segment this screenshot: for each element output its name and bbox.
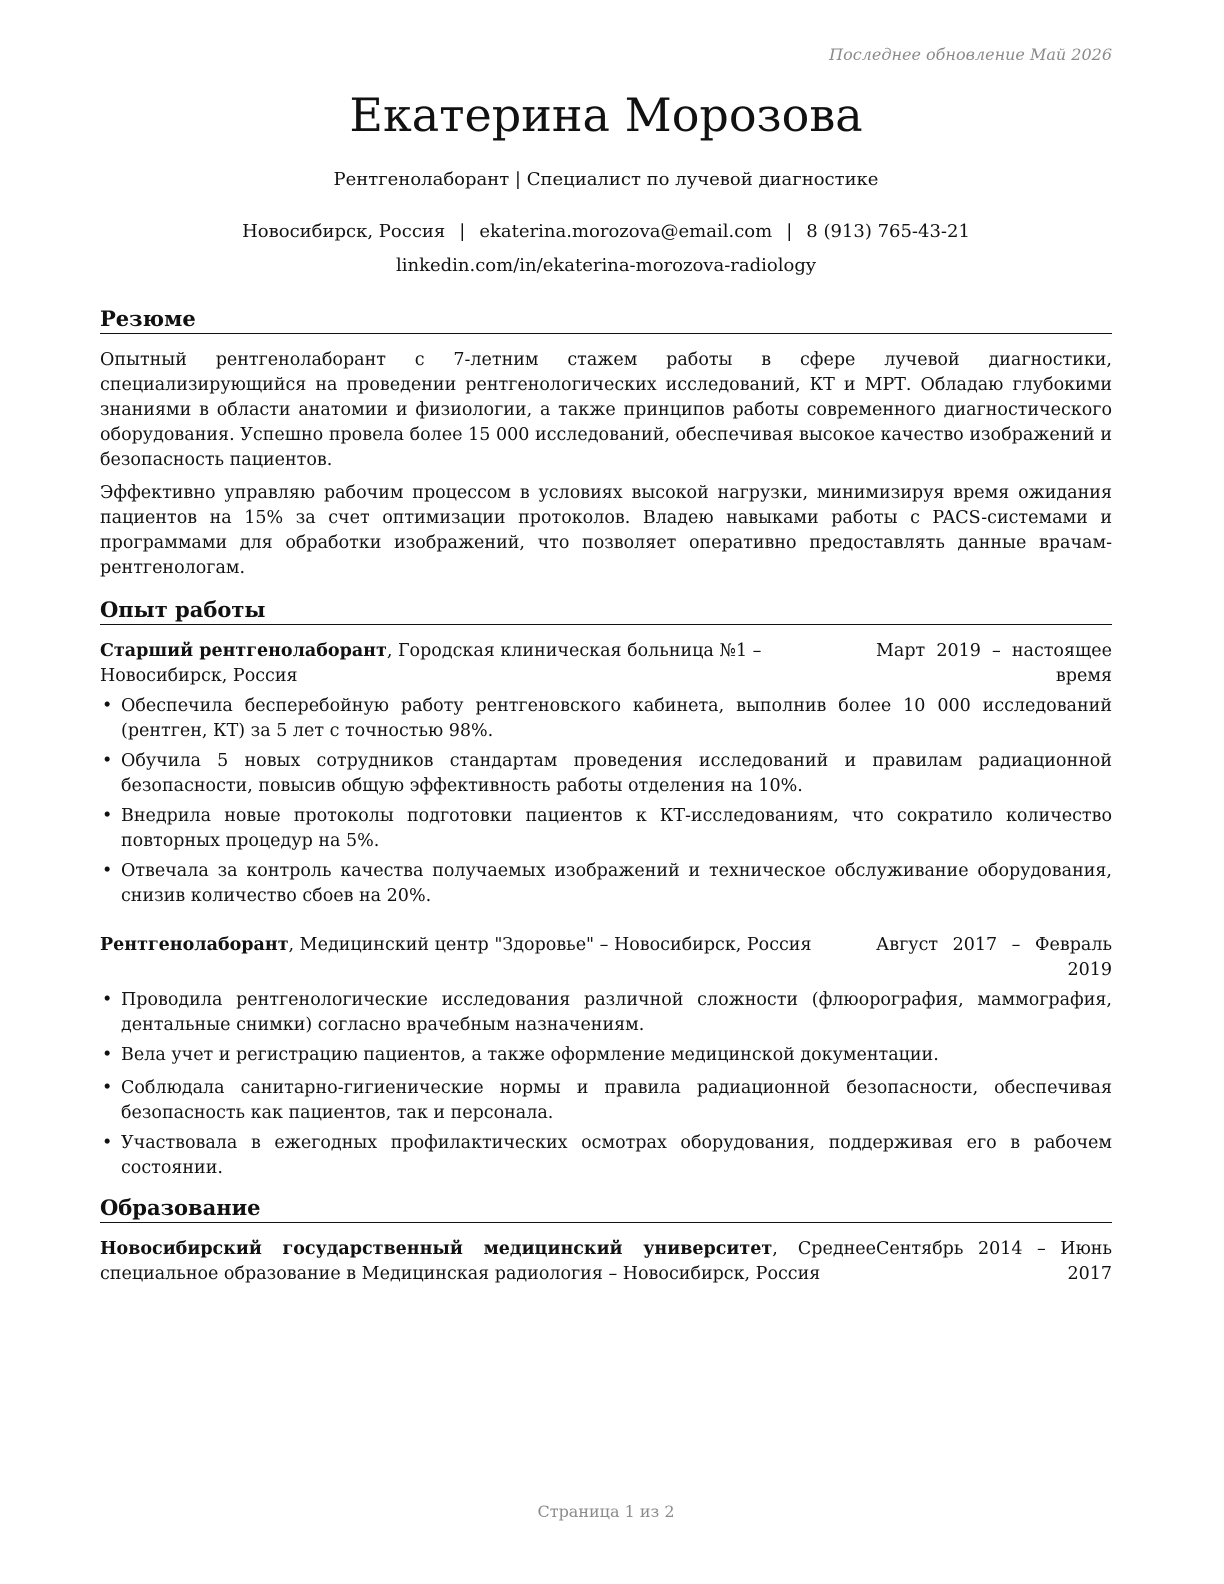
list-item: • Отвечала за контроль качества получаемых изображений и техническое обслуживание оборудования, снизив количество сбоев на 20%.: [100, 859, 1112, 909]
job-header: [100, 639, 1112, 689]
contact-separator: |: [459, 221, 466, 242]
contact-line: [100, 221, 1112, 242]
candidate-name: Екатерина Морозова: [349, 88, 863, 142]
list-item: • Обеспечила бесперебойную работу рентгеновского кабинета, выполнив более 10 000 исследований (рентген, КТ) за 5 лет с точностью 98%.: [100, 694, 1112, 744]
section-title-summary: Резюме: [100, 306, 1112, 334]
job-dates: Март 2019 – настоящее время: [876, 641, 1112, 686]
education-details: , Среднее специальное образование в Медицинская радиология – Новосибирск, Россия: [100, 1239, 876, 1284]
job-position: Старший рентгенолаборант: [100, 641, 387, 661]
job-employer: , Городская клиническая больница №1 – Новосибирск, Россия: [100, 641, 762, 686]
job-achievements: [100, 694, 1112, 909]
list-item: • Внедрила новые протоколы подготовки пациентов к КТ-исследованиям, что сократило количество повторных процедур на 5%.: [100, 804, 1112, 854]
education-entry: [100, 1237, 1112, 1287]
list-item: • Соблюдала санитарно-гигиенические нормы и правила радиационной безопасности, обеспечивая безопасность как пациентов, так и персонала.: [100, 1076, 1112, 1126]
job-achievements: [100, 988, 1112, 1181]
contact-email[interactable]: ekaterina.morozova@email.com: [479, 221, 773, 242]
job-entry: [100, 933, 1112, 1181]
candidate-subtitle: Рентгенолаборант | Специалист по лучевой диагностике: [333, 169, 879, 190]
education-institution: Новосибирский государственный медицинский университет: [100, 1239, 773, 1259]
education-dates: Сентябрь 2014 – Июнь 2017: [876, 1239, 1112, 1284]
job-entry: [100, 639, 1112, 909]
resume-body: [100, 306, 1112, 1287]
summary-paragraph: Эффективно управляю рабочим процессом в условиях высокой нагрузки, минимизируя время ожидания пациентов на 15% за счет оптимизации протоколов. Владею навыками работы с PACS-системами и программами для обработки изображений, что позволяет оперативно предоставлять данные врачам-рентгенологам.: [100, 483, 1112, 578]
job-title-line: [100, 933, 876, 958]
job-title-line: [100, 639, 876, 689]
list-item: • Участвовала в ежегодных профилактических осмотрах оборудования, поддерживая его в рабочем состоянии.: [100, 1131, 1112, 1181]
job-position: Рентгенолаборант: [100, 935, 289, 955]
list-item: • Вела учет и регистрацию пациентов, а также оформление медицинской документации.: [100, 1043, 1112, 1068]
contact-city: Новосибирск, Россия: [242, 221, 446, 242]
contact-separator: |: [786, 221, 793, 242]
list-item: • Проводила рентгенологические исследования различной сложности (флюорография, маммография, дентальные снимки) согласно врачебным назначениям.: [100, 988, 1112, 1038]
section-title-experience: Опыт работы: [100, 597, 1112, 625]
contact-linkedin[interactable]: linkedin.com/in/ekaterina-morozova-radiology: [395, 255, 817, 276]
list-item: • Обучила 5 новых сотрудников стандартам проведения исследований и правилам радиационной безопасности, повысив общую эффективность работы отделения на 10%.: [100, 749, 1112, 799]
page-number: Страница 1 из 2: [537, 1502, 675, 1521]
summary-paragraph: Опытный рентгенолаборант с 7-летним стажем работы в сфере лучевой диагностики, специализирующийся на проведении рентгенологических исследований, КТ и МРТ. Обладаю глубокими знаниями в области анатомии и физиологии, а также принципов работы современного диагностического оборудования. Успешно провела более 15 000 исследований, обеспечивая высокое качество изображений и безопасность пациентов.: [100, 350, 1112, 470]
section-title-education: Образование: [100, 1195, 1112, 1223]
last-updated: Последнее обновление Май 2026: [829, 45, 1112, 64]
job-dates: Август 2017 – Февраль 2019: [876, 935, 1112, 980]
contact-phone[interactable]: 8 (913) 765-43-21: [806, 221, 970, 242]
job-header: [100, 933, 1112, 983]
resume-page: [100, 0, 1112, 1584]
job-employer: , Медицинский центр "Здоровье" – Новосибирск, Россия: [288, 935, 812, 955]
education-title-line: [100, 1237, 876, 1287]
